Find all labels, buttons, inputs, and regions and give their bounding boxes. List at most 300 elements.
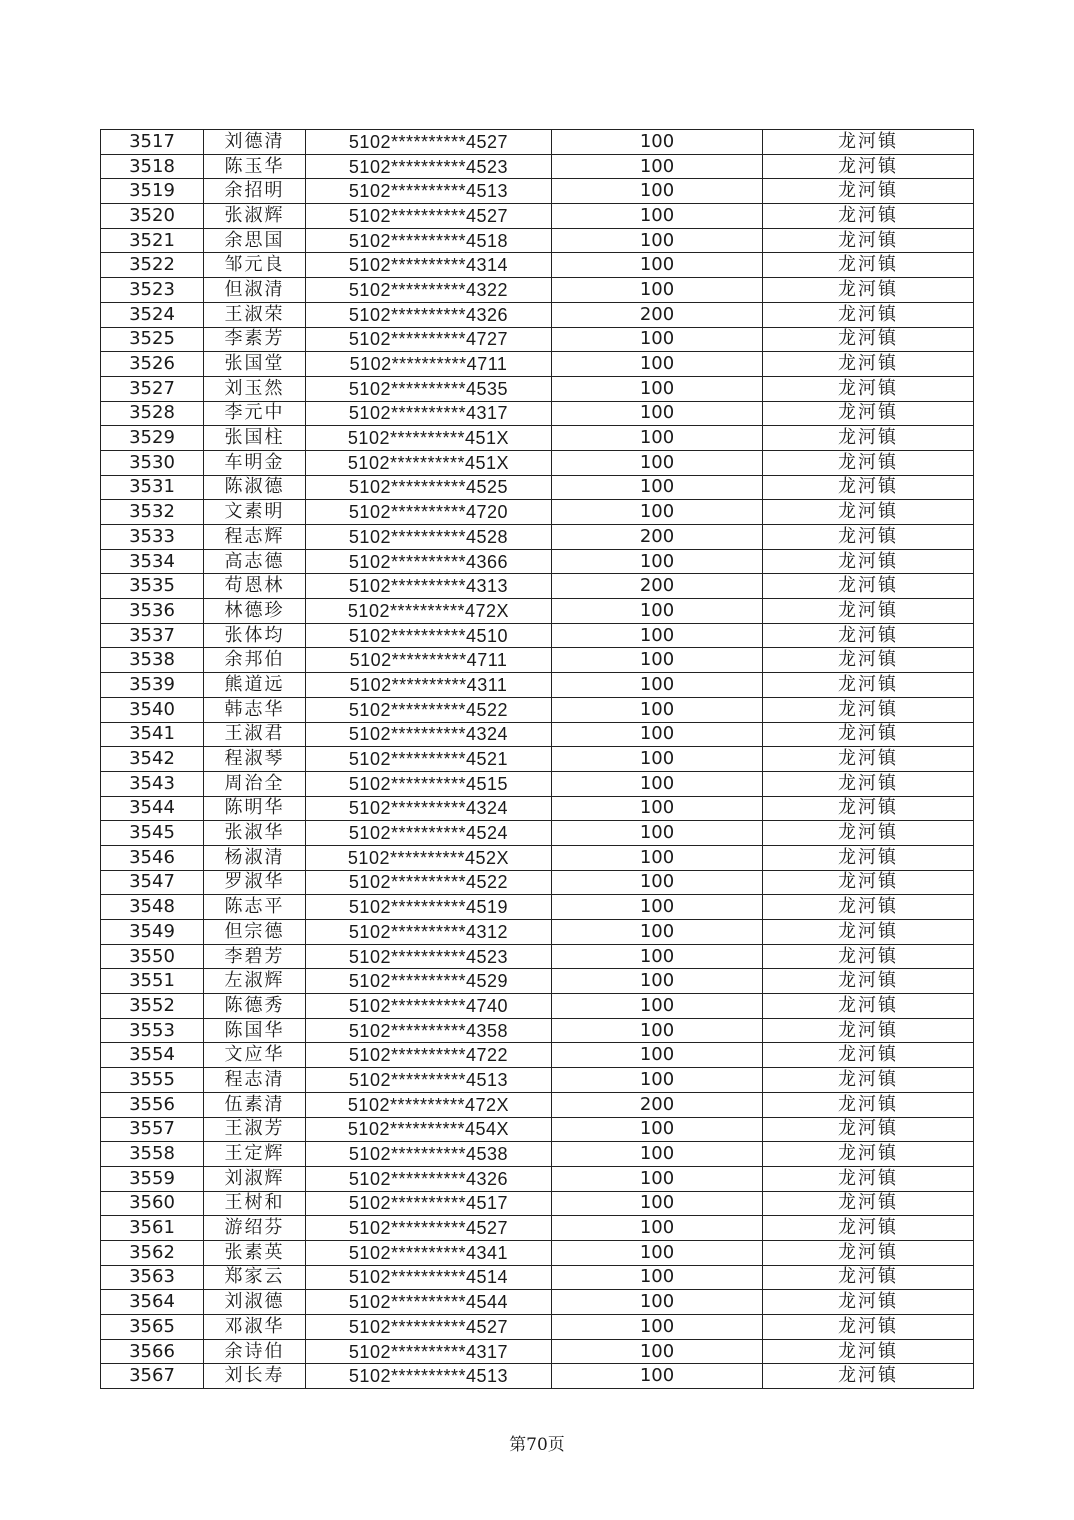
cell-serial-number: 3560 [101, 1191, 204, 1216]
cell-town: 龙河镇 [763, 648, 974, 673]
cell-town: 龙河镇 [763, 623, 974, 648]
cell-amount: 100 [552, 253, 763, 278]
cell-town: 龙河镇 [763, 352, 974, 377]
cell-name: 刘玉然 [204, 376, 306, 401]
cell-amount: 200 [552, 574, 763, 599]
cell-amount: 100 [552, 623, 763, 648]
cell-name: 文应华 [204, 1043, 306, 1068]
cell-serial-number: 3523 [101, 278, 204, 303]
cell-id-number: 5102**********4313 [306, 574, 552, 599]
cell-id-number: 5102**********4322 [306, 278, 552, 303]
cell-town: 龙河镇 [763, 376, 974, 401]
cell-name: 但宗德 [204, 920, 306, 945]
cell-id-number: 5102**********4727 [306, 327, 552, 352]
cell-id-number: 5102**********4524 [306, 821, 552, 846]
cell-id-number: 5102**********4358 [306, 1018, 552, 1043]
cell-id-number: 5102**********4326 [306, 1166, 552, 1191]
cell-serial-number: 3540 [101, 697, 204, 722]
cell-serial-number: 3556 [101, 1092, 204, 1117]
cell-town: 龙河镇 [763, 920, 974, 945]
cell-town: 龙河镇 [763, 1166, 974, 1191]
table-row [101, 1092, 974, 1117]
cell-town: 龙河镇 [763, 228, 974, 253]
cell-serial-number: 3527 [101, 376, 204, 401]
cell-serial-number: 3518 [101, 154, 204, 179]
cell-id-number: 5102**********4324 [306, 722, 552, 747]
cell-name: 程志辉 [204, 525, 306, 550]
cell-serial-number: 3522 [101, 253, 204, 278]
cell-id-number: 5102**********452X [306, 845, 552, 870]
cell-town: 龙河镇 [763, 278, 974, 303]
table-row [101, 179, 974, 204]
cell-name: 陈志平 [204, 895, 306, 920]
cell-name: 邹元良 [204, 253, 306, 278]
cell-serial-number: 3547 [101, 870, 204, 895]
cell-serial-number: 3517 [101, 130, 204, 155]
cell-amount: 100 [552, 796, 763, 821]
table-row [101, 574, 974, 599]
table-row [101, 1315, 974, 1340]
cell-town: 龙河镇 [763, 1315, 974, 1340]
cell-amount: 100 [552, 1364, 763, 1389]
cell-id-number: 5102**********4522 [306, 870, 552, 895]
table-row [101, 1216, 974, 1241]
table-row [101, 352, 974, 377]
cell-amount: 100 [552, 1018, 763, 1043]
cell-id-number: 5102**********4523 [306, 154, 552, 179]
cell-id-number: 5102**********451X [306, 450, 552, 475]
table-row [101, 1339, 974, 1364]
cell-serial-number: 3520 [101, 204, 204, 229]
cell-town: 龙河镇 [763, 574, 974, 599]
cell-name: 陈国华 [204, 1018, 306, 1043]
cell-id-number: 5102**********4740 [306, 994, 552, 1019]
cell-id-number: 5102**********4528 [306, 525, 552, 550]
cell-town: 龙河镇 [763, 475, 974, 500]
cell-name: 王树和 [204, 1191, 306, 1216]
cell-id-number: 5102**********4535 [306, 376, 552, 401]
table-row [101, 845, 974, 870]
cell-serial-number: 3551 [101, 969, 204, 994]
cell-amount: 100 [552, 1290, 763, 1315]
cell-serial-number: 3525 [101, 327, 204, 352]
table-row [101, 302, 974, 327]
cell-amount: 100 [552, 130, 763, 155]
cell-serial-number: 3564 [101, 1290, 204, 1315]
cell-town: 龙河镇 [763, 796, 974, 821]
table-row [101, 1240, 974, 1265]
cell-town: 龙河镇 [763, 450, 974, 475]
table-row [101, 154, 974, 179]
table-row [101, 944, 974, 969]
cell-town: 龙河镇 [763, 500, 974, 525]
cell-town: 龙河镇 [763, 154, 974, 179]
cell-amount: 100 [552, 920, 763, 945]
cell-serial-number: 3539 [101, 673, 204, 698]
cell-name: 苟恩林 [204, 574, 306, 599]
cell-name: 陈淑德 [204, 475, 306, 500]
cell-name: 刘德清 [204, 130, 306, 155]
cell-town: 龙河镇 [763, 1092, 974, 1117]
cell-serial-number: 3562 [101, 1240, 204, 1265]
cell-amount: 100 [552, 648, 763, 673]
cell-town: 龙河镇 [763, 1068, 974, 1093]
cell-name: 李碧芳 [204, 944, 306, 969]
cell-name: 李元中 [204, 401, 306, 426]
cell-id-number: 5102**********4529 [306, 969, 552, 994]
cell-id-number: 5102**********4525 [306, 475, 552, 500]
table-row [101, 895, 974, 920]
cell-serial-number: 3534 [101, 549, 204, 574]
cell-serial-number: 3545 [101, 821, 204, 846]
cell-serial-number: 3537 [101, 623, 204, 648]
cell-amount: 100 [552, 426, 763, 451]
cell-name: 余邦伯 [204, 648, 306, 673]
cell-town: 龙河镇 [763, 1117, 974, 1142]
cell-amount: 100 [552, 870, 763, 895]
cell-serial-number: 3530 [101, 450, 204, 475]
cell-name: 李素芳 [204, 327, 306, 352]
cell-id-number: 5102**********4720 [306, 500, 552, 525]
cell-id-number: 5102**********4519 [306, 895, 552, 920]
cell-town: 龙河镇 [763, 426, 974, 451]
cell-amount: 100 [552, 994, 763, 1019]
cell-serial-number: 3524 [101, 302, 204, 327]
cell-name: 王定辉 [204, 1142, 306, 1167]
table-row [101, 327, 974, 352]
table-row [101, 1117, 974, 1142]
cell-amount: 100 [552, 475, 763, 500]
cell-town: 龙河镇 [763, 327, 974, 352]
cell-serial-number: 3535 [101, 574, 204, 599]
cell-amount: 100 [552, 1043, 763, 1068]
cell-name: 张体均 [204, 623, 306, 648]
table-row [101, 1265, 974, 1290]
cell-amount: 100 [552, 327, 763, 352]
cell-name: 陈明华 [204, 796, 306, 821]
cell-town: 龙河镇 [763, 204, 974, 229]
cell-id-number: 5102**********4513 [306, 1068, 552, 1093]
table-row [101, 204, 974, 229]
cell-town: 龙河镇 [763, 1043, 974, 1068]
cell-id-number: 5102**********4366 [306, 549, 552, 574]
cell-amount: 100 [552, 401, 763, 426]
table-row [101, 697, 974, 722]
cell-serial-number: 3567 [101, 1364, 204, 1389]
cell-serial-number: 3561 [101, 1216, 204, 1241]
cell-id-number: 5102**********4544 [306, 1290, 552, 1315]
cell-amount: 100 [552, 747, 763, 772]
cell-town: 龙河镇 [763, 525, 974, 550]
cell-amount: 100 [552, 278, 763, 303]
cell-serial-number: 3555 [101, 1068, 204, 1093]
cell-name: 王淑君 [204, 722, 306, 747]
cell-name: 高志德 [204, 549, 306, 574]
table-row [101, 475, 974, 500]
table-row [101, 623, 974, 648]
cell-id-number: 5102**********4314 [306, 253, 552, 278]
table-row [101, 253, 974, 278]
cell-town: 龙河镇 [763, 401, 974, 426]
cell-amount: 100 [552, 1166, 763, 1191]
cell-serial-number: 3538 [101, 648, 204, 673]
cell-serial-number: 3528 [101, 401, 204, 426]
cell-amount: 200 [552, 1092, 763, 1117]
table-row [101, 549, 974, 574]
table-row [101, 401, 974, 426]
cell-id-number: 5102**********4527 [306, 1216, 552, 1241]
cell-name: 余诗伯 [204, 1339, 306, 1364]
table-row [101, 648, 974, 673]
cell-serial-number: 3533 [101, 525, 204, 550]
cell-id-number: 5102**********472X [306, 599, 552, 624]
table-row [101, 130, 974, 155]
cell-name: 张素英 [204, 1240, 306, 1265]
table-row [101, 1364, 974, 1389]
table-row [101, 994, 974, 1019]
cell-id-number: 5102**********4521 [306, 747, 552, 772]
cell-serial-number: 3519 [101, 179, 204, 204]
cell-serial-number: 3554 [101, 1043, 204, 1068]
cell-amount: 100 [552, 895, 763, 920]
cell-name: 张淑辉 [204, 204, 306, 229]
cell-amount: 100 [552, 722, 763, 747]
cell-amount: 200 [552, 302, 763, 327]
cell-name: 周治全 [204, 771, 306, 796]
cell-id-number: 5102**********4722 [306, 1043, 552, 1068]
table-row [101, 1018, 974, 1043]
cell-id-number: 5102**********4711 [306, 352, 552, 377]
cell-name: 刘长寿 [204, 1364, 306, 1389]
cell-id-number: 5102**********4538 [306, 1142, 552, 1167]
cell-id-number: 5102**********4317 [306, 1339, 552, 1364]
cell-id-number: 5102**********4513 [306, 1364, 552, 1389]
cell-serial-number: 3542 [101, 747, 204, 772]
cell-town: 龙河镇 [763, 747, 974, 772]
cell-serial-number: 3543 [101, 771, 204, 796]
cell-town: 龙河镇 [763, 599, 974, 624]
cell-id-number: 5102**********4341 [306, 1240, 552, 1265]
cell-id-number: 5102**********4527 [306, 204, 552, 229]
cell-town: 龙河镇 [763, 253, 974, 278]
cell-town: 龙河镇 [763, 302, 974, 327]
cell-name: 但淑清 [204, 278, 306, 303]
cell-amount: 100 [552, 154, 763, 179]
cell-town: 龙河镇 [763, 1240, 974, 1265]
cell-name: 程淑琴 [204, 747, 306, 772]
cell-id-number: 5102**********4510 [306, 623, 552, 648]
cell-amount: 100 [552, 1191, 763, 1216]
cell-name: 游绍芬 [204, 1216, 306, 1241]
cell-name: 陈德秀 [204, 994, 306, 1019]
cell-name: 余招明 [204, 179, 306, 204]
cell-id-number: 5102**********4522 [306, 697, 552, 722]
table-row [101, 228, 974, 253]
cell-name: 韩志华 [204, 697, 306, 722]
cell-amount: 100 [552, 845, 763, 870]
cell-name: 车明金 [204, 450, 306, 475]
cell-serial-number: 3529 [101, 426, 204, 451]
cell-id-number: 5102**********4317 [306, 401, 552, 426]
cell-id-number: 5102**********4311 [306, 673, 552, 698]
cell-town: 龙河镇 [763, 821, 974, 846]
cell-name: 刘淑德 [204, 1290, 306, 1315]
cell-id-number: 5102**********451X [306, 426, 552, 451]
cell-amount: 100 [552, 204, 763, 229]
cell-town: 龙河镇 [763, 130, 974, 155]
cell-id-number: 5102**********4523 [306, 944, 552, 969]
cell-serial-number: 3532 [101, 500, 204, 525]
cell-amount: 100 [552, 969, 763, 994]
cell-name: 左淑辉 [204, 969, 306, 994]
cell-id-number: 5102**********4711 [306, 648, 552, 673]
cell-amount: 100 [552, 1142, 763, 1167]
table-row [101, 747, 974, 772]
cell-id-number: 5102**********4324 [306, 796, 552, 821]
table-row [101, 500, 974, 525]
cell-name: 张国堂 [204, 352, 306, 377]
cell-town: 龙河镇 [763, 179, 974, 204]
table-row [101, 771, 974, 796]
cell-town: 龙河镇 [763, 1018, 974, 1043]
cell-amount: 100 [552, 771, 763, 796]
cell-amount: 100 [552, 697, 763, 722]
cell-name: 杨淑清 [204, 845, 306, 870]
cell-serial-number: 3550 [101, 944, 204, 969]
cell-name: 罗淑华 [204, 870, 306, 895]
table-row [101, 426, 974, 451]
cell-town: 龙河镇 [763, 771, 974, 796]
table-row [101, 920, 974, 945]
cell-amount: 100 [552, 376, 763, 401]
cell-town: 龙河镇 [763, 549, 974, 574]
table-row [101, 599, 974, 624]
table-row [101, 821, 974, 846]
cell-id-number: 5102**********4527 [306, 1315, 552, 1340]
cell-name: 林德珍 [204, 599, 306, 624]
cell-town: 龙河镇 [763, 1290, 974, 1315]
cell-name: 张淑华 [204, 821, 306, 846]
roster-table [100, 129, 974, 1389]
cell-town: 龙河镇 [763, 895, 974, 920]
cell-amount: 100 [552, 599, 763, 624]
cell-town: 龙河镇 [763, 969, 974, 994]
cell-amount: 100 [552, 673, 763, 698]
cell-town: 龙河镇 [763, 673, 974, 698]
cell-serial-number: 3552 [101, 994, 204, 1019]
cell-serial-number: 3557 [101, 1117, 204, 1142]
cell-serial-number: 3553 [101, 1018, 204, 1043]
table-row [101, 278, 974, 303]
roster-table-body [101, 130, 974, 1389]
cell-serial-number: 3544 [101, 796, 204, 821]
table-row [101, 870, 974, 895]
table-row [101, 796, 974, 821]
cell-name: 程志清 [204, 1068, 306, 1093]
cell-amount: 100 [552, 821, 763, 846]
cell-amount: 100 [552, 549, 763, 574]
cell-town: 龙河镇 [763, 870, 974, 895]
table-row [101, 1142, 974, 1167]
cell-town: 龙河镇 [763, 722, 974, 747]
cell-town: 龙河镇 [763, 944, 974, 969]
table-row [101, 1166, 974, 1191]
cell-amount: 100 [552, 1240, 763, 1265]
cell-amount: 100 [552, 944, 763, 969]
cell-amount: 100 [552, 1339, 763, 1364]
cell-town: 龙河镇 [763, 1191, 974, 1216]
cell-name: 郑家云 [204, 1265, 306, 1290]
table-row [101, 1290, 974, 1315]
cell-amount: 100 [552, 1216, 763, 1241]
cell-id-number: 5102**********4517 [306, 1191, 552, 1216]
cell-town: 龙河镇 [763, 1216, 974, 1241]
cell-id-number: 5102**********454X [306, 1117, 552, 1142]
table-row [101, 1191, 974, 1216]
cell-serial-number: 3563 [101, 1265, 204, 1290]
cell-serial-number: 3521 [101, 228, 204, 253]
cell-amount: 100 [552, 1265, 763, 1290]
cell-id-number: 5102**********4514 [306, 1265, 552, 1290]
cell-name: 刘淑辉 [204, 1166, 306, 1191]
cell-amount: 100 [552, 179, 763, 204]
cell-amount: 100 [552, 1315, 763, 1340]
cell-name: 王淑荣 [204, 302, 306, 327]
table-row [101, 1043, 974, 1068]
page-number-footer: 第70页 [509, 1435, 565, 1455]
cell-serial-number: 3536 [101, 599, 204, 624]
cell-name: 伍素清 [204, 1092, 306, 1117]
cell-serial-number: 3541 [101, 722, 204, 747]
cell-town: 龙河镇 [763, 1364, 974, 1389]
cell-serial-number: 3531 [101, 475, 204, 500]
cell-town: 龙河镇 [763, 697, 974, 722]
cell-id-number: 5102**********4518 [306, 228, 552, 253]
cell-amount: 100 [552, 1117, 763, 1142]
cell-name: 文素明 [204, 500, 306, 525]
cell-town: 龙河镇 [763, 845, 974, 870]
cell-amount: 100 [552, 500, 763, 525]
cell-serial-number: 3566 [101, 1339, 204, 1364]
cell-amount: 100 [552, 450, 763, 475]
cell-serial-number: 3526 [101, 352, 204, 377]
cell-serial-number: 3546 [101, 845, 204, 870]
cell-name: 熊道远 [204, 673, 306, 698]
cell-town: 龙河镇 [763, 994, 974, 1019]
cell-id-number: 5102**********4312 [306, 920, 552, 945]
cell-name: 王淑芳 [204, 1117, 306, 1142]
cell-id-number: 5102**********4515 [306, 771, 552, 796]
cell-serial-number: 3549 [101, 920, 204, 945]
cell-name: 余思国 [204, 228, 306, 253]
cell-id-number: 5102**********4326 [306, 302, 552, 327]
cell-name: 邓淑华 [204, 1315, 306, 1340]
cell-id-number: 5102**********4513 [306, 179, 552, 204]
cell-name: 张国柱 [204, 426, 306, 451]
cell-serial-number: 3559 [101, 1166, 204, 1191]
table-row [101, 1068, 974, 1093]
table-row [101, 450, 974, 475]
cell-town: 龙河镇 [763, 1265, 974, 1290]
cell-id-number: 5102**********472X [306, 1092, 552, 1117]
cell-amount: 100 [552, 1068, 763, 1093]
cell-amount: 100 [552, 228, 763, 253]
cell-serial-number: 3558 [101, 1142, 204, 1167]
cell-serial-number: 3548 [101, 895, 204, 920]
table-row [101, 525, 974, 550]
cell-name: 陈玉华 [204, 154, 306, 179]
cell-town: 龙河镇 [763, 1339, 974, 1364]
